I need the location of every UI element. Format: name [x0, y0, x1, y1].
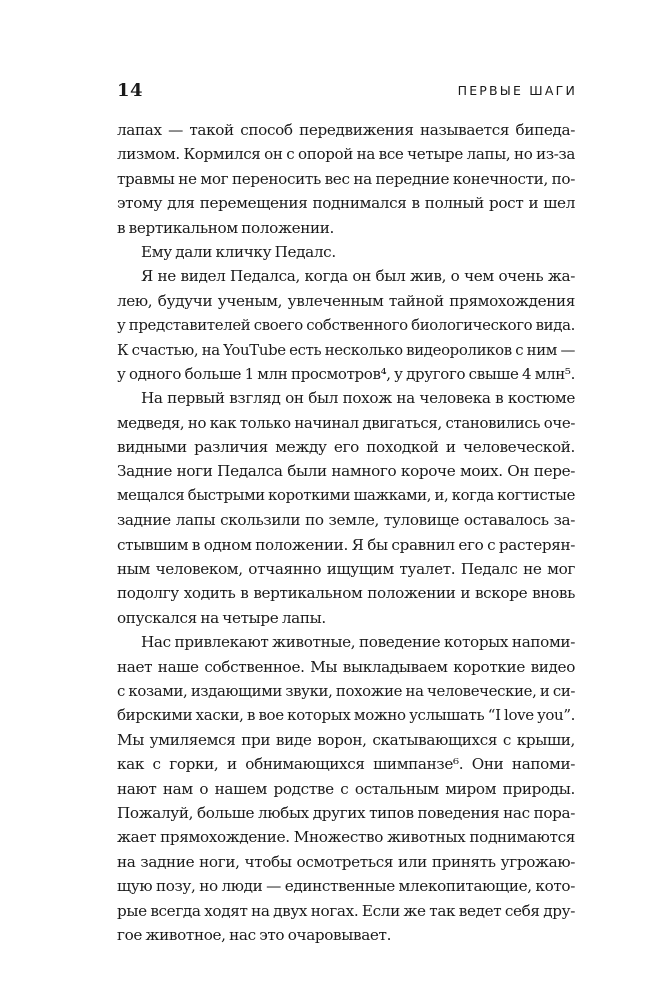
text-line: стывшим в одном положении. Я бы сравнил его с растерян-: [117, 535, 575, 554]
text-line: гое животное, нас это очаровывает.: [117, 925, 392, 944]
text-line: нает наше собственное. Мы выкладываем короткие видео: [117, 657, 575, 676]
text-line: Ему дали кличку Педалс.: [141, 242, 336, 261]
text-line: с козами, издающими звуки, похожие на человеческие, и си-: [117, 681, 576, 700]
text-line: лизмом. Кормился он с опорой на все четыре лапы, но из-за: [117, 145, 575, 164]
text-line: На первый взгляд он был похож на человека в костюме: [141, 389, 575, 408]
text-line: нают нам о нашем родстве с остальным миром природы.: [117, 779, 575, 798]
text-line: в вертикальном положении.: [117, 218, 334, 237]
body-text: [117, 118, 575, 947]
chapter-title: ПЕРВЫЕ ШАГИ: [457, 83, 577, 98]
text-line: рые всегда ходят на двух ногах. Если же так ведет себя дру-: [117, 901, 575, 920]
text-line: у одного больше 1 млн просмотров⁴, у другого свыше 4 млн⁵.: [117, 364, 575, 383]
text-line: видными различия между его походкой и человеческой.: [117, 438, 575, 457]
text-line: бирскими хаски, в вое которых можно услышать “I love you”.: [117, 706, 576, 725]
text-line: задние лапы скользили по земле, туловище оставалось за-: [117, 511, 575, 530]
text-line: жает прямохождение. Множество животных поднимаются: [117, 828, 575, 847]
text-line: К счастью, на YouTube есть несколько видеороликов с ним —: [117, 340, 575, 359]
text-line: мещался быстрыми короткими шажками, и, когда когтистые: [117, 486, 575, 504]
text-line: Пожалуй, больше любых других типов поведения нас пора-: [117, 803, 575, 822]
text-line: лапах — такой способ передвижения называется бипеда-: [117, 121, 575, 139]
text-line: медведя, но как только начинал двигаться, становились оче-: [117, 413, 575, 432]
text-line: подолгу ходить в вертикальном положении и вскоре вновь: [117, 584, 575, 603]
text-line: щую позу, но люди — единственные млекопитающие, кото-: [117, 877, 575, 896]
text-line: на задние ноги, чтобы осмотреться или принять угрожаю-: [117, 852, 575, 871]
text-line: ным человеком, отчаянно ищущим туалет. Педалс не мог: [117, 560, 575, 579]
text-line: Нас привлекают животные, поведение которых напоми-: [141, 633, 575, 652]
text-line: у представителей своего собственного биологического вида.: [117, 316, 575, 335]
text-line: Задние ноги Педалса были намного короче моих. Он пере-: [117, 462, 575, 481]
text-line: Я не видел Педалса, когда он был жив, о чем очень жа-: [141, 267, 575, 286]
text-line: опускался на четыре лапы.: [117, 608, 326, 627]
text-line: Мы умиляемся при виде ворон, скатывающихся с крыши,: [117, 730, 575, 749]
text-line: травмы не мог переносить вес на передние конечности, по-: [117, 169, 575, 188]
running-head: [117, 80, 577, 104]
page-number: 14: [117, 80, 144, 101]
text-line: этому для перемещения поднимался в полный рост и шел: [117, 194, 575, 213]
text-line: лею, будучи ученым, увлеченным тайной прямохождения: [117, 291, 575, 310]
text-line: как с горки, и обнимающихся шимпанзе⁶. Они напоми-: [117, 755, 575, 774]
